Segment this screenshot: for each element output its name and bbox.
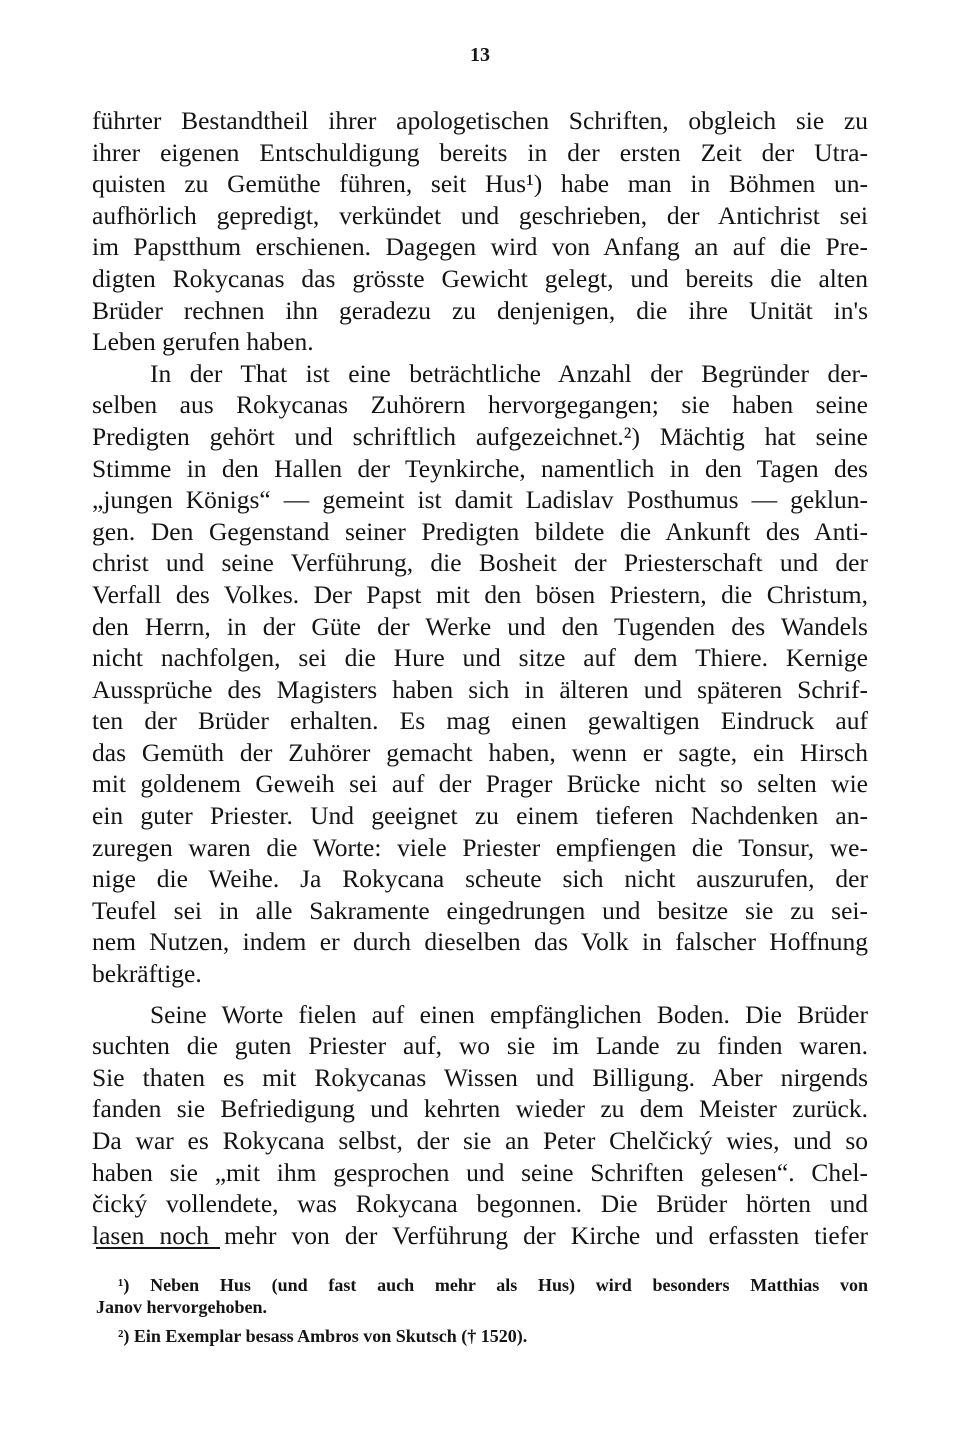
text-line: Brüder rechnen ihn geradezu zu denjenigen, die ihre Unität in's — [92, 295, 868, 325]
text-line: Sie thaten es mit Rokycanas Wissen und Billigung. Aber nirgends — [92, 1062, 868, 1092]
text-line: quisten zu Gemüthe führen, seit Hus¹) habe man in Böhmen un- — [92, 169, 868, 199]
text-line: Seine Worte fielen auf einen empfänglichen Boden. Die Brüder — [150, 999, 868, 1029]
text-line: das Gemüth der Zuhörer gemacht haben, wenn er sagte, ein Hirsch — [92, 737, 868, 767]
text-line: gen. Den Gegenstand seiner Predigten bildete die Ankunft des Anti- — [92, 516, 868, 546]
footnotes — [96, 1274, 868, 1347]
text-line: mit goldenem Geweih sei auf der Prager Brücke nicht so selten wie — [92, 769, 868, 799]
text-line: digten Rokycanas das grösste Gewicht gelegt, und bereits die alten — [92, 263, 868, 293]
text-line: Aussprüche des Magisters haben sich in älteren und späteren Schrif- — [92, 674, 868, 704]
text-line: führter Bestandtheil ihrer apologetischen Schriften, obgleich sie zu — [92, 106, 868, 135]
footnote-divider — [96, 1247, 220, 1249]
footnote-line: ¹) Neben Hus (und fast auch mehr als Hus) wird besonders Matthias von — [118, 1275, 868, 1295]
text-line: nige die Weihe. Ja Rokycana scheute sich nicht auszurufen, der — [92, 864, 868, 894]
text-line: čický vollendete, was Rokycana begonnen. Die Brüder hörten und — [92, 1189, 868, 1219]
text-line: fanden sie Befriedigung und kehrten wieder zu dem Meister zurück. — [92, 1094, 868, 1124]
text-line: bekräftige. — [92, 959, 202, 989]
text-line: Leben gerufen haben. — [92, 327, 314, 357]
text-line: selben aus Rokycanas Zuhörern hervorgegangen; sie haben seine — [92, 390, 868, 420]
text-line: Verfall des Volkes. Der Papst mit den bösen Priestern, die Christum, — [92, 579, 868, 609]
text-line: nicht nachfolgen, sei die Hure und sitze auf dem Thiere. Kernige — [92, 643, 868, 673]
body-text — [92, 105, 868, 1251]
text-line: nem Nutzen, indem er durch dieselben das Volk in falscher Hoffnung — [92, 927, 868, 957]
text-line: im Papstthum erschienen. Dagegen wird von Anfang an auf die Pre- — [92, 232, 868, 262]
text-line: Stimme in den Hallen der Teynkirche, namentlich in den Tagen des — [92, 453, 868, 483]
text-line: Predigten gehört und schriftlich aufgezeichnet.²) Mächtig hat seine — [92, 421, 868, 451]
text-line: haben sie „mit ihm gesprochen und seine Schriften gelesen“. Chel- — [92, 1157, 868, 1187]
text-line: aufhörlich gepredigt, verkündet und geschrieben, der Antichrist sei — [92, 200, 868, 230]
text-line: Da war es Rokycana selbst, der sie an Peter Chelčický wies, und so — [92, 1126, 868, 1155]
text-line: ihrer eigenen Entschuldigung bereits in der ersten Zeit der Utra- — [92, 137, 868, 167]
text-line: lasen noch mehr von der Verführung der Kirche und erfassten tiefer — [92, 1220, 868, 1250]
text-line: „jungen Königs“ — gemeint ist damit Ladislav Posthumus — geklun- — [92, 485, 868, 515]
page-number: 13 — [470, 44, 490, 66]
text-line: In der That ist eine beträchtliche Anzahl der Begründer der- — [150, 358, 868, 388]
text-line: ein guter Priester. Und geeignet zu einem tieferen Nachdenken an- — [92, 801, 868, 831]
text-line: Teufel sei in alle Sakramente eingedrungen und besitze sie zu sei- — [92, 895, 868, 925]
text-line: zuregen waren die Worte: viele Priester empfiengen die Tonsur, we- — [92, 832, 868, 862]
text-line: den Herrn, in der Güte der Werke und den Tugenden des Wandels — [92, 611, 868, 641]
footnote-line: ²) Ein Exemplar besass Ambros von Skutsch († 1520). — [118, 1326, 528, 1346]
text-line: christ und seine Verführung, die Bosheit der Priesterschaft und der — [92, 548, 868, 578]
footnote-line: Janov hervorgehoben. — [96, 1297, 267, 1317]
text-line: suchten die guten Priester auf, wo sie im Lande zu finden waren. — [92, 1031, 868, 1061]
text-line: ten der Brüder erhalten. Es mag einen gewaltigen Eindruck auf — [92, 706, 868, 736]
